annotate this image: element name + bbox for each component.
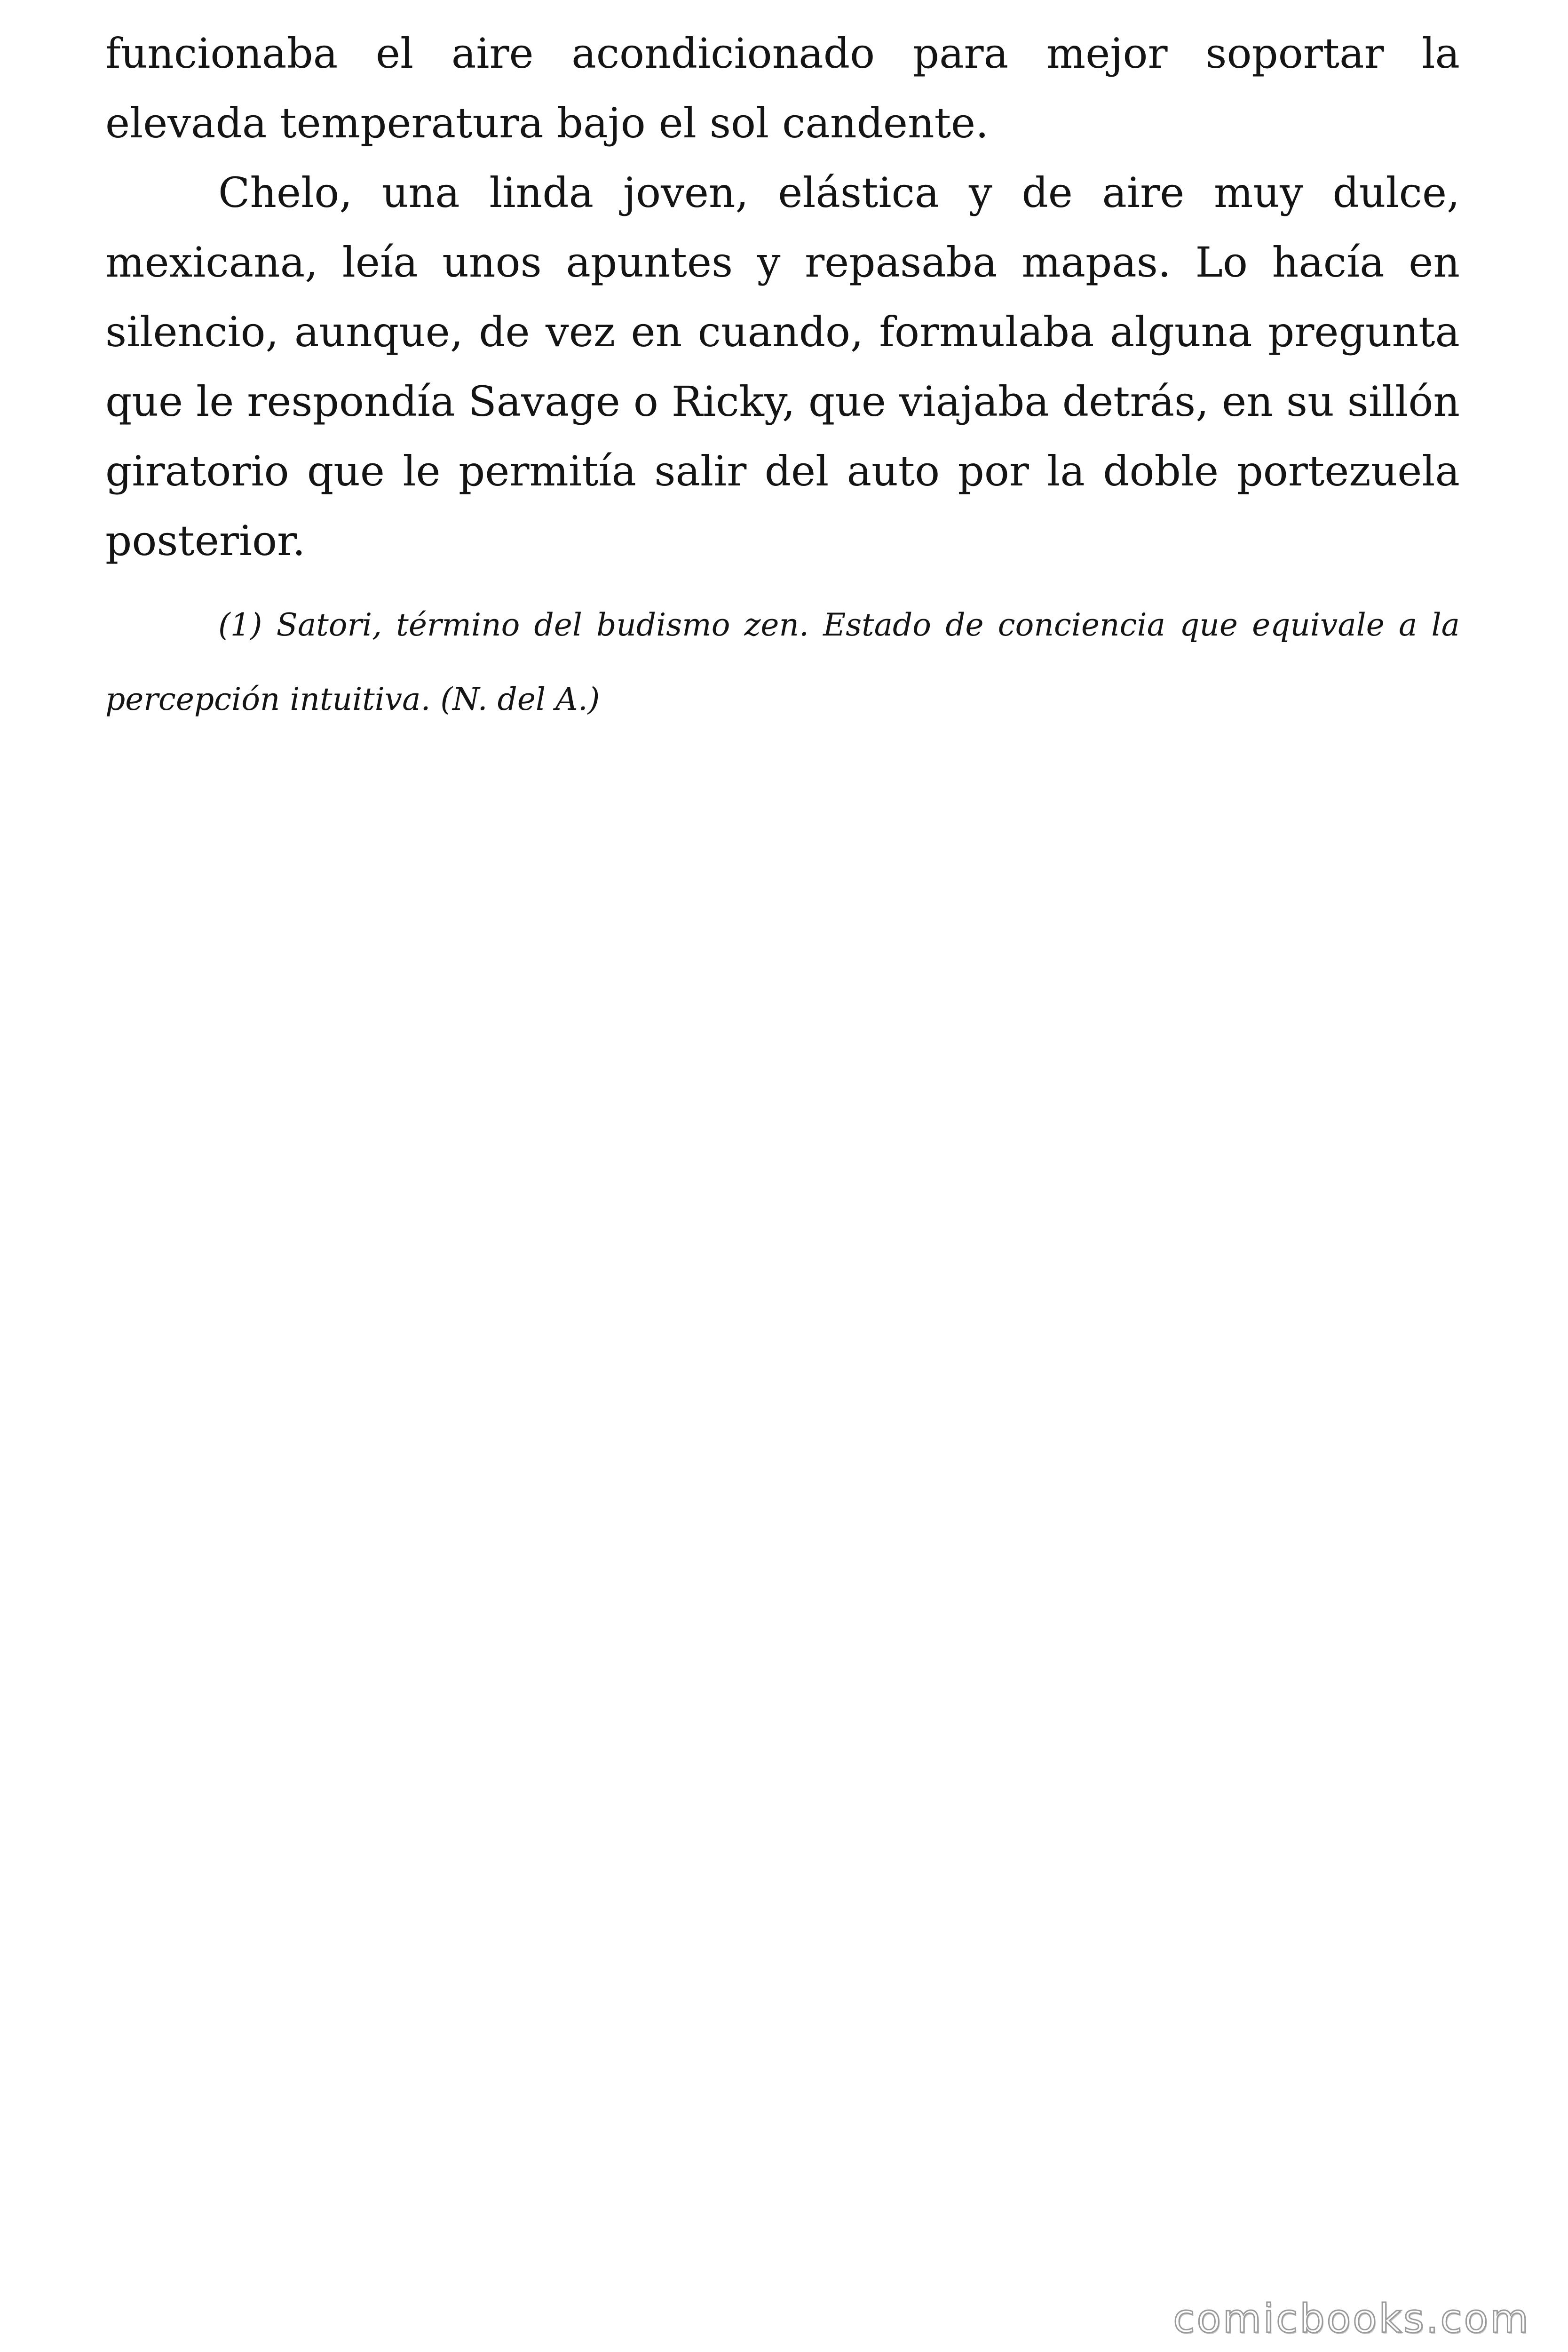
watermark-logo: comicbooks.com	[1173, 2296, 1530, 2342]
footnote: (1) Satori, término del budismo zen. Estado de conciencia que equivale a la percepción intuitiva. (N. del A.)	[105, 607, 1460, 717]
paragraph-chelo: Chelo, una linda joven, elástica y de aire muy dulce, mexicana, leía unos apuntes y repasaba mapas. Lo hacía en silencio, aunque, de vez en cuando, formulaba alguna pregunta que le respondía Savage o Ricky, que viajaba detrás, en su sillón giratorio que le permitía salir del auto por la doble portezuela posterior.	[105, 168, 1460, 565]
page-body	[105, 19, 1460, 717]
paragraph-continuation: funcionaba el aire acondicionado para mejor soportar la elevada temperatura bajo el sol candente.	[105, 29, 1460, 147]
